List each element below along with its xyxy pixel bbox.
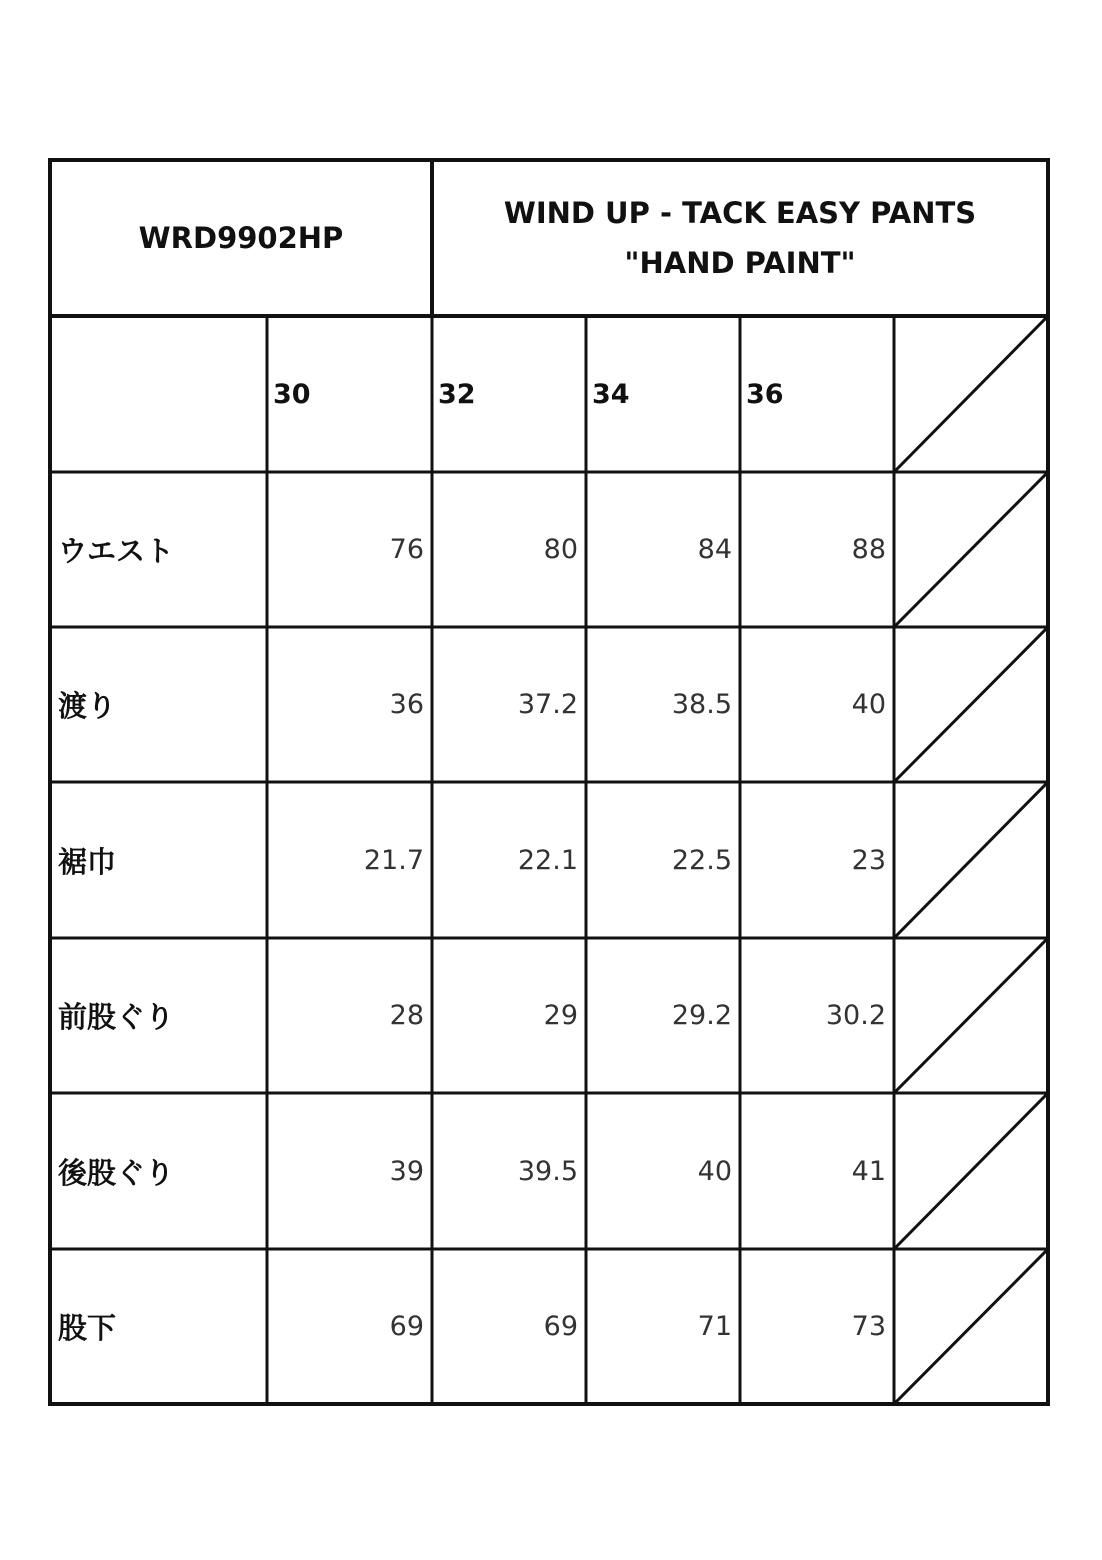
empty-cell-slash xyxy=(896,1095,1046,1247)
measure-value: 40 xyxy=(851,689,886,720)
empty-cell-slash xyxy=(896,784,1046,936)
product-code: WRD9902HP xyxy=(138,221,344,255)
measure-value: 30.2 xyxy=(825,1000,886,1031)
measure-value: 71 xyxy=(697,1311,732,1342)
empty-cell-slash xyxy=(896,1251,1046,1402)
row-label-waist: ウエスト xyxy=(58,534,175,568)
size-header-36: 36 xyxy=(746,378,784,410)
measure-value: 69 xyxy=(543,1311,578,1342)
measure-value: 69 xyxy=(389,1311,424,1342)
measure-value: 40 xyxy=(697,1155,732,1187)
measure-value: 23 xyxy=(851,844,886,876)
measure-value: 73 xyxy=(851,1311,886,1342)
size-header-34: 34 xyxy=(592,378,630,410)
empty-cell-slash xyxy=(896,629,1046,780)
measure-value: 39.5 xyxy=(517,1155,578,1187)
row-label-back-rise: 後股ぐり xyxy=(58,1155,175,1190)
measure-value: 76 xyxy=(389,534,424,565)
empty-cell-slash xyxy=(896,940,1046,1091)
row-label-front-rise: 前股ぐり xyxy=(58,1000,175,1034)
empty-cell-slash xyxy=(896,474,1046,625)
product-name: WIND UP - TACK EASY PANTS "HAND PAINT" xyxy=(503,196,977,280)
measure-value: 37.2 xyxy=(517,689,578,720)
measure-value: 29 xyxy=(543,1000,578,1031)
measure-value: 29.2 xyxy=(671,1000,732,1031)
measure-value: 80 xyxy=(543,534,578,565)
measure-value: 28 xyxy=(389,1000,424,1031)
measure-value: 36 xyxy=(389,689,424,720)
row-label-inseam: 股下 xyxy=(58,1311,117,1345)
row-label-thigh: 渡り xyxy=(58,689,117,723)
row-label-hem-width: 裾巾 xyxy=(58,844,117,879)
size-header-32: 32 xyxy=(438,378,476,410)
measure-value: 22.1 xyxy=(517,844,578,876)
measure-value: 84 xyxy=(697,534,732,565)
measure-value: 38.5 xyxy=(671,689,732,720)
size-header-30: 30 xyxy=(273,378,311,410)
measure-value: 41 xyxy=(851,1155,886,1187)
measure-value: 21.7 xyxy=(363,844,424,876)
measure-value: 88 xyxy=(851,534,886,565)
measure-value: 39 xyxy=(389,1155,424,1187)
empty-cell-slash xyxy=(896,318,1046,470)
measure-value: 22.5 xyxy=(671,844,732,876)
